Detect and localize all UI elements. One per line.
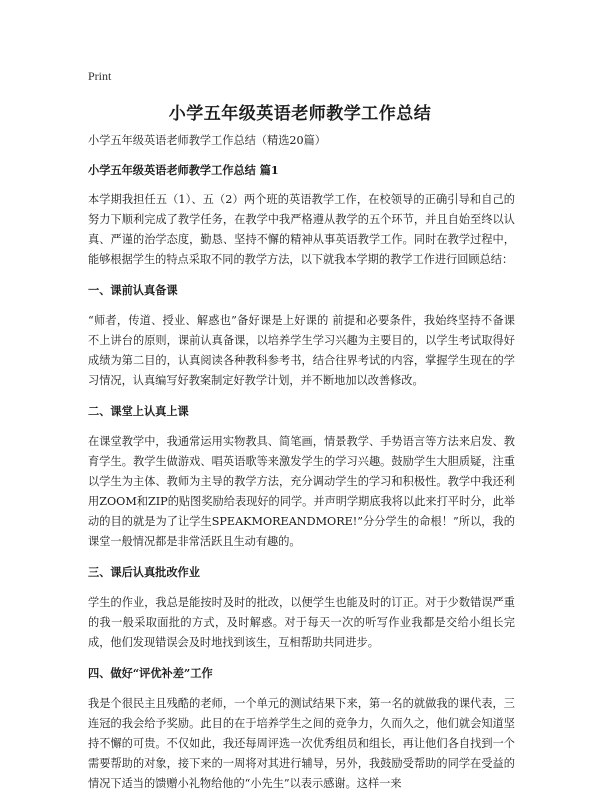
intro-paragraph: 本学期我担任五（1）、五（2）两个班的英语教学工作，在校领导的正确引导和自己的努力下顺利完成了教学任务，在教学中我严格遵从教学的五个环节，并且自始至终以认真、严谨的治学态度，勤恳、坚持不懈的精神从事英语教学工作。同时在教学过程中，能够根据学生的特点采取不同的教学方法，以下就我本学期的教学工作进行回顾总结： (88, 193, 515, 266)
section-body-1: “师者，传道、授业、解惑也”备好课是上好课的 前提和必要条件，我始终坚持不备课不上讲台的原则，课前认真备课，以培养学生学习兴趣为主要目的，以学生考试取得好成绩为第二目的，认真阅读各种教科参考书，结合往界考试的内容，掌握学生现在的学习情况，认真编写好教案制定好教学计划，并不断地加以改善修改。 (88, 314, 515, 387)
page-title: 小学五年级英语老师教学工作总结 (168, 104, 432, 124)
section-body-2: 在课堂教学中，我通常运用实物教具、简笔画，情景教学、手势语言等方法来启发、教育学生。教学生做游戏、唱英语歌等来激发学生的学习兴趣。鼓励学生大胆质疑，注重以学生为主体、教师为主导的教学方法，充分调动学生的学习和积极性。教学中我还利用ZOOM和ZIP的贴图奖励给表现好的同学。并声明学期底我将以此来打平时分，此举动的目的就是为了让学生SPEAKMOREANDMORE!”分分学生的命根！”所以，我的课堂一般情况都是非常活跃且生动有趣的。 (88, 435, 515, 548)
section-heading-3: 三、课后认真批改作业 (88, 565, 200, 579)
section-heading-4: 四、做好“评优补差”工作 (88, 666, 213, 680)
print-link[interactable]: Print (88, 69, 112, 83)
section-body-4: 我是个很民主且残酷的老师，一个单元的测试结果下来，第一名的就做我的课代表，三连冠的我会给予奖励。此目的在于培养学生之间的竞争力，久而久之，他们就会知道坚持不懈的可贵。不仅如此，我还每周评选一次优秀组员和组长，再让他们各自找到一个需要帮助的对象，接下来的一周将对其进行辅导，另外，我鼓励受帮助的同学在受益的情况下适当的馈赠小礼物给他的“小先生”以表示感谢。这样一来 (88, 697, 515, 790)
article-subtitle: 小学五年级英语老师教学工作总结（精选20篇） (88, 134, 326, 147)
article-body (88, 131, 515, 804)
section-heading-1: 一、课前认真备课 (88, 283, 178, 297)
article-heading: 小学五年级英语老师教学工作总结 篇1 (88, 163, 279, 177)
section-body-3: 学生的作业，我总是能按时及时的批改，以便学生也能及时的订正。对于少数错误严重的我一般采取面批的方式，及时解惑。对于每天一次的听写作业我都是交给小组长完成，他们发现错误会及时地找到该生，互相帮助共同进步。 (88, 596, 515, 649)
section-heading-2: 二、课堂上认真上课 (88, 404, 189, 418)
